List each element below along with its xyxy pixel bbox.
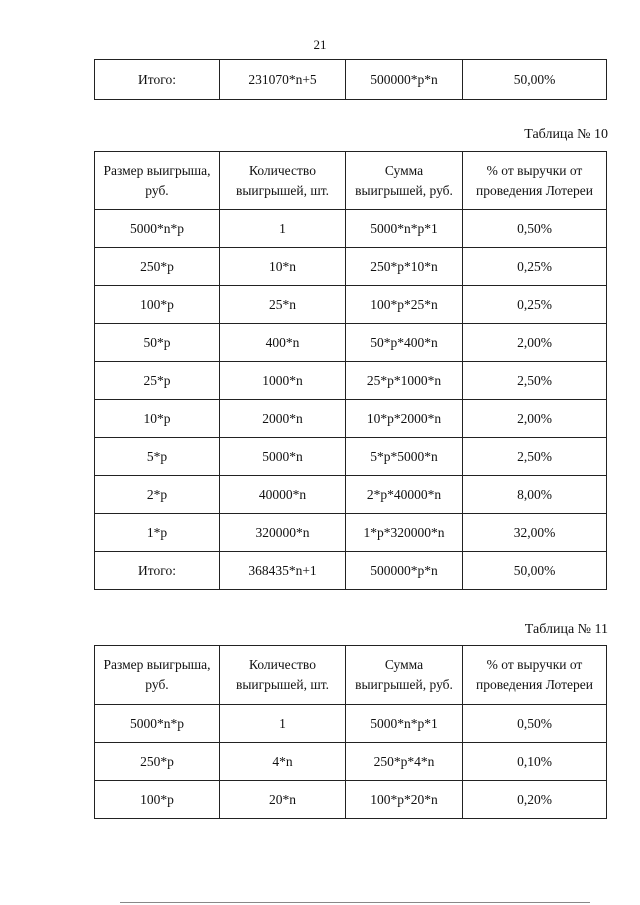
table-row bbox=[95, 60, 607, 100]
table-cell: 5000*n*p bbox=[95, 210, 220, 248]
table-cell: 5000*n bbox=[220, 438, 346, 476]
table-cell: 0,50% bbox=[463, 705, 607, 743]
table-cell: 5000*n*p bbox=[95, 705, 220, 743]
table-cell: 20*n bbox=[220, 781, 346, 819]
table-row bbox=[95, 781, 607, 819]
table-cell: 1 bbox=[220, 210, 346, 248]
table-10-caption: Таблица № 10 bbox=[524, 127, 608, 142]
table-cell: 25*p bbox=[95, 362, 220, 400]
table-row bbox=[95, 248, 607, 286]
table-cell: 5*p*5000*n bbox=[346, 438, 463, 476]
table-cell: 1*p*320000*n bbox=[346, 514, 463, 552]
table-cell: 250*p*10*n bbox=[346, 248, 463, 286]
table-cell: 8,00% bbox=[463, 476, 607, 514]
page-number: 21 bbox=[313, 37, 327, 52]
table-cell: 50,00% bbox=[463, 60, 607, 100]
table-11-caption: Таблица № 11 bbox=[524, 622, 608, 637]
column-header: Количество выигрышей, шт. bbox=[220, 152, 346, 210]
table-cell: 2*p bbox=[95, 476, 220, 514]
column-header: Сумма выигрышей, руб. bbox=[346, 646, 463, 705]
table-cell: 100*p bbox=[95, 286, 220, 324]
column-header: Размер выигрыша, руб. bbox=[95, 152, 220, 210]
column-header: Сумма выигрышей, руб. bbox=[346, 152, 463, 210]
table-cell: 10*p*2000*n bbox=[346, 400, 463, 438]
table-cell: 0,25% bbox=[463, 286, 607, 324]
table-cell: 2*p*40000*n bbox=[346, 476, 463, 514]
table-cell: 2000*n bbox=[220, 400, 346, 438]
table-10-body bbox=[95, 210, 607, 590]
table-cell: Итого: bbox=[95, 552, 220, 590]
table-cell: 0,10% bbox=[463, 743, 607, 781]
table-cell: 250*p*4*n bbox=[346, 743, 463, 781]
table-cell: 50*p bbox=[95, 324, 220, 362]
table-cell: 1000*n bbox=[220, 362, 346, 400]
table-cell: 1*p bbox=[95, 514, 220, 552]
table-cell: 0,25% bbox=[463, 248, 607, 286]
table-row bbox=[95, 324, 607, 362]
table-11 bbox=[94, 645, 607, 819]
table-11-body bbox=[95, 705, 607, 819]
table-row bbox=[95, 438, 607, 476]
table-cell: 50,00% bbox=[463, 552, 607, 590]
table-cell: 100*p*20*n bbox=[346, 781, 463, 819]
continued-table-body bbox=[95, 60, 607, 100]
table-cell: 25*p*1000*n bbox=[346, 362, 463, 400]
table-row bbox=[95, 552, 607, 590]
table-cell: 50*p*400*n bbox=[346, 324, 463, 362]
table-cell: 250*p bbox=[95, 743, 220, 781]
table-cell: Итого: bbox=[95, 60, 220, 100]
table-cell: 100*p*25*n bbox=[346, 286, 463, 324]
table-header-row bbox=[95, 646, 607, 705]
table-row bbox=[95, 286, 607, 324]
table-cell: 400*n bbox=[220, 324, 346, 362]
table-cell: 10*p bbox=[95, 400, 220, 438]
table-cell: 5000*n*p*1 bbox=[346, 705, 463, 743]
table-row bbox=[95, 514, 607, 552]
table-cell: 1 bbox=[220, 705, 346, 743]
table-cell: 500000*p*n bbox=[346, 60, 463, 100]
table-row bbox=[95, 705, 607, 743]
table-cell: 10*n bbox=[220, 248, 346, 286]
table-row bbox=[95, 362, 607, 400]
table-cell: 0,20% bbox=[463, 781, 607, 819]
table-cell: 32,00% bbox=[463, 514, 607, 552]
table-cell: 500000*p*n bbox=[346, 552, 463, 590]
column-header: Количество выигрышей, шт. bbox=[220, 646, 346, 705]
table-cell: 0,50% bbox=[463, 210, 607, 248]
table-cell: 2,00% bbox=[463, 324, 607, 362]
table-row bbox=[95, 400, 607, 438]
table-10 bbox=[94, 151, 607, 590]
continued-table bbox=[94, 59, 607, 100]
table-row bbox=[95, 476, 607, 514]
table-cell: 5000*n*p*1 bbox=[346, 210, 463, 248]
column-header: Размер выигрыша, руб. bbox=[95, 646, 220, 705]
column-header: % от выручки от проведения Лотереи bbox=[463, 646, 607, 705]
table-cell: 250*p bbox=[95, 248, 220, 286]
page-edge-divider bbox=[120, 902, 590, 903]
table-cell: 2,00% bbox=[463, 400, 607, 438]
table-header-row bbox=[95, 152, 607, 210]
table-cell: 4*n bbox=[220, 743, 346, 781]
table-cell: 231070*n+5 bbox=[220, 60, 346, 100]
table-cell: 40000*n bbox=[220, 476, 346, 514]
table-cell: 2,50% bbox=[463, 438, 607, 476]
table-cell: 368435*n+1 bbox=[220, 552, 346, 590]
table-row bbox=[95, 743, 607, 781]
table-cell: 2,50% bbox=[463, 362, 607, 400]
table-row bbox=[95, 210, 607, 248]
table-cell: 100*p bbox=[95, 781, 220, 819]
table-cell: 25*n bbox=[220, 286, 346, 324]
table-cell: 320000*n bbox=[220, 514, 346, 552]
column-header: % от выручки от проведения Лотереи bbox=[463, 152, 607, 210]
table-cell: 5*p bbox=[95, 438, 220, 476]
